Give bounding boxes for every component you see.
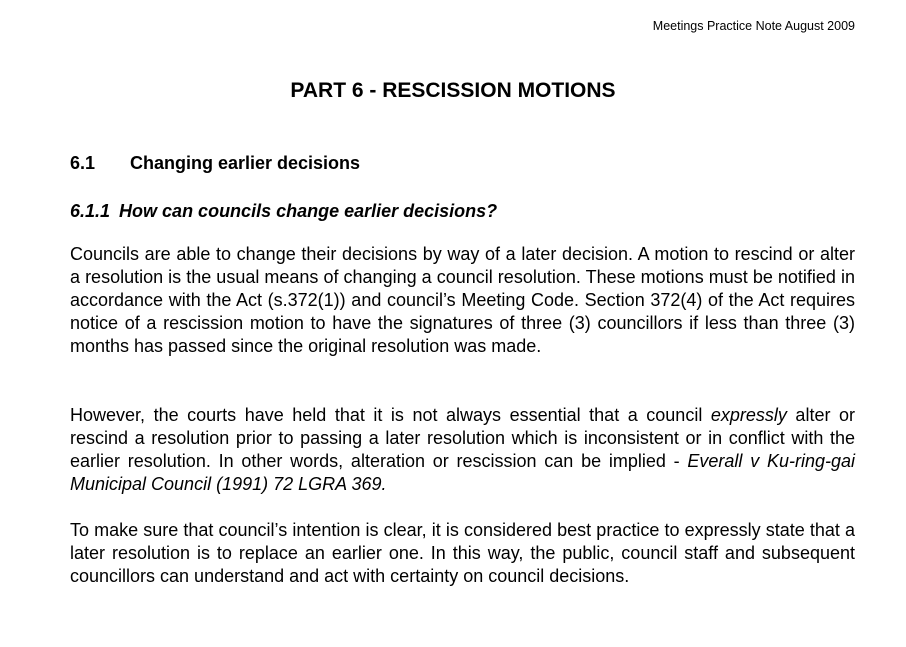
paragraph-2 bbox=[70, 404, 855, 496]
paragraph-2-text-end: alter or rescind a resolution prior to passing a later resolution which is inconsistent or in conflict with the earlier resolution. In other words, alteration or rescission can be implied - bbox=[70, 405, 855, 471]
part-title: PART 6 - RESCISSION MOTIONS bbox=[290, 79, 616, 102]
paragraph-2-emphasis: expressly bbox=[710, 405, 787, 425]
subsection-title: How can councils change earlier decisions? bbox=[119, 201, 498, 221]
paragraph-3: To make sure that council’s intention is clear, it is considered best practice to expressly state that a later resolution is to replace an earlier one. In this way, the public, council staff and subsequent councillors can understand and act with certainty on council decisions. bbox=[70, 520, 855, 586]
paragraph-1: Councils are able to change their decisions by way of a later decision. A motion to rescind or alter a resolution is the usual means of changing a council resolution. These motions must be notified in accordance with the Act (s.372(1)) and council’s Meeting Code. Section 372(4) of the Act requires notice of a rescission motion to have the signatures of three (3) councillors if less than three (3) months has passed since the original resolution was made. bbox=[70, 244, 855, 356]
paragraph-2-text-start: However, the courts have held that it is not always essential that a council bbox=[70, 405, 711, 425]
section-heading bbox=[70, 152, 360, 174]
subsection-number: 6.1.1 bbox=[70, 201, 111, 221]
running-header: Meetings Practice Note August 2009 bbox=[652, 19, 855, 33]
subsection-heading bbox=[70, 200, 497, 222]
section-title: Changing earlier decisions bbox=[130, 153, 361, 173]
case-citation: Everall v Ku-ring-gai Municipal Council (1991) 72 LGRA 369. bbox=[70, 451, 855, 494]
section-number: 6.1 bbox=[70, 153, 96, 173]
